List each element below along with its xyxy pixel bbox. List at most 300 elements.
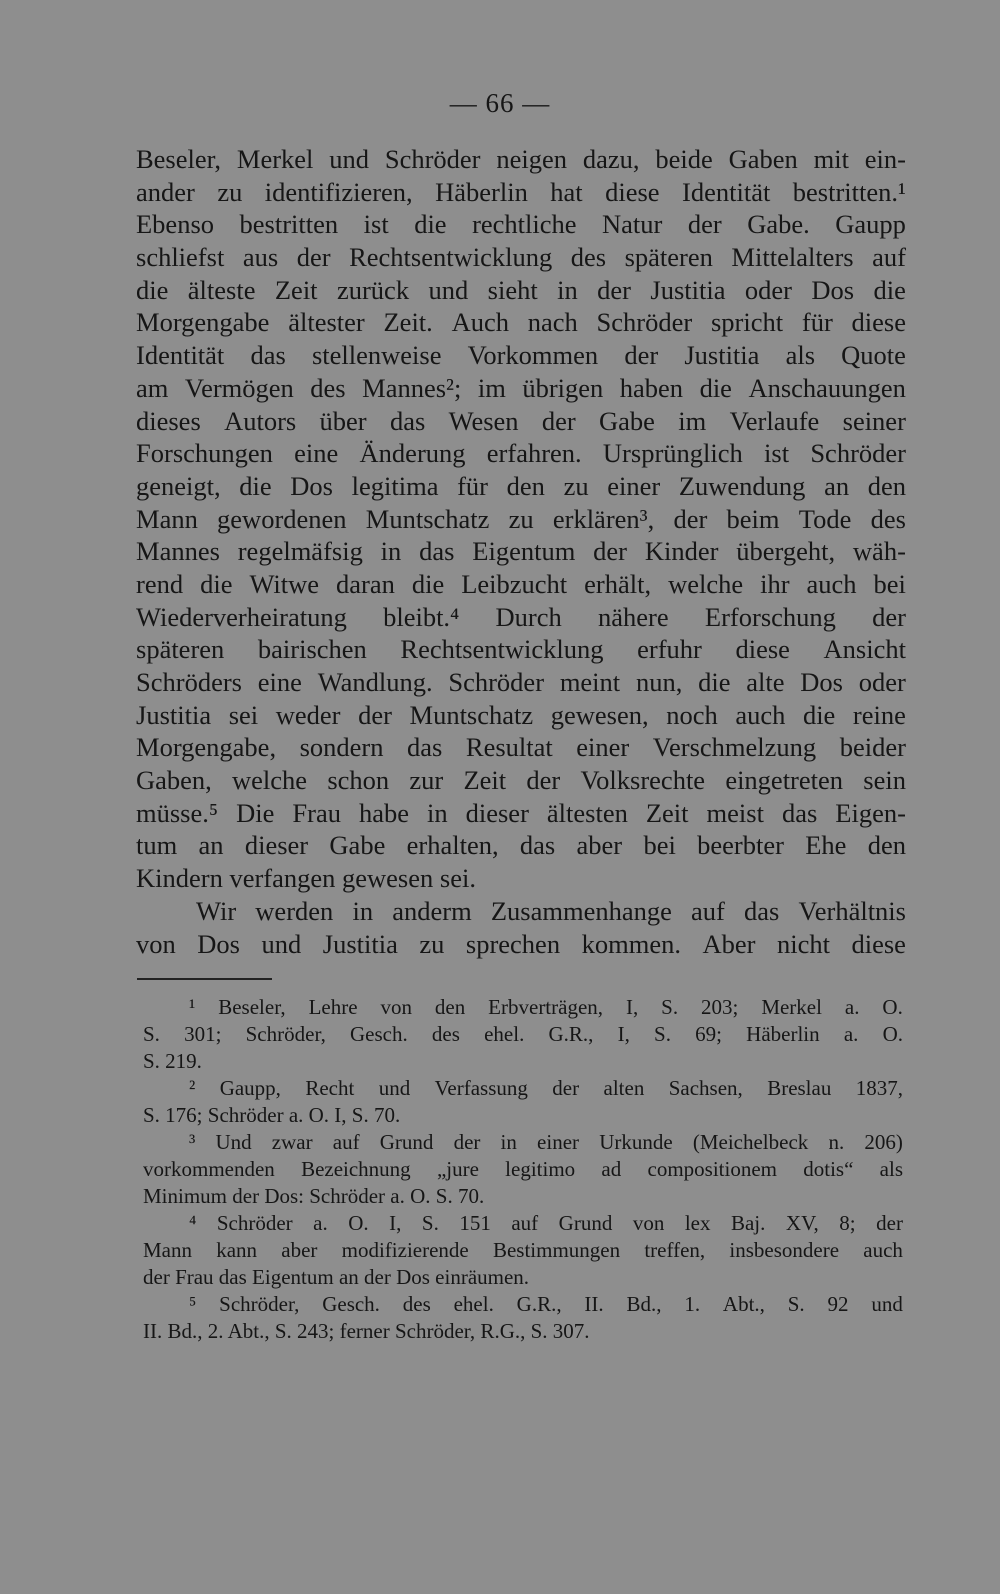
word: in xyxy=(352,895,374,926)
text-line xyxy=(136,928,906,961)
word: Wesen xyxy=(448,405,519,436)
word: des xyxy=(570,242,607,273)
word: Identität xyxy=(682,176,771,207)
word: Beseler, xyxy=(136,144,222,174)
word: G.R., xyxy=(516,1292,562,1316)
word: Bd., xyxy=(626,1292,662,1316)
word: Kinder xyxy=(644,536,719,567)
word: der xyxy=(358,699,392,730)
word: gewesen, xyxy=(550,699,649,730)
word: Baj. xyxy=(730,1211,766,1235)
word: den xyxy=(867,470,906,501)
word: Gabe xyxy=(599,405,655,436)
word: beerbter xyxy=(697,830,784,861)
footnote-line: S. 176; Schröder a. O. I, S. 70. xyxy=(143,1103,401,1127)
word: die xyxy=(200,568,233,599)
word: Verschmelzung xyxy=(652,732,817,763)
word: der xyxy=(876,1211,903,1235)
word: Morgengabe, xyxy=(136,732,277,763)
text-line xyxy=(136,208,906,241)
word: Autors xyxy=(224,405,297,436)
word: XV, xyxy=(785,1211,819,1235)
word: identifizieren, xyxy=(264,176,413,207)
word: seiner xyxy=(842,405,906,436)
word: Gesch. xyxy=(322,1292,380,1316)
word: den xyxy=(434,995,466,1019)
word: vorkommenden xyxy=(143,1157,275,1181)
text-line xyxy=(136,764,906,797)
word: auf xyxy=(511,1211,539,1235)
text-line xyxy=(136,797,906,830)
footnote-line xyxy=(143,1129,903,1156)
word: oder xyxy=(744,274,792,305)
word: Dos xyxy=(290,470,333,501)
word: compositionem xyxy=(647,1157,777,1181)
word: schliefst xyxy=(136,242,225,273)
word: ältesten xyxy=(546,797,628,828)
word: späteren xyxy=(136,634,225,665)
word: Breslau xyxy=(767,1076,832,1100)
word: welche xyxy=(232,765,308,796)
word: Gesch. xyxy=(350,1022,408,1046)
word: spricht xyxy=(710,307,784,338)
word: G.R., xyxy=(548,1022,594,1046)
word: Zeit xyxy=(274,274,318,305)
word: I, xyxy=(389,1211,402,1235)
word: des xyxy=(870,503,906,534)
word: regelmäfsig xyxy=(237,536,363,567)
word: Aber xyxy=(702,928,756,959)
word: Identität xyxy=(136,340,225,371)
word: hat xyxy=(550,176,583,207)
word: auf xyxy=(332,1130,360,1154)
word: Auch xyxy=(451,307,509,338)
word: Beseler, xyxy=(218,995,286,1019)
word: der xyxy=(541,405,576,436)
word: stellenweise xyxy=(311,340,442,371)
body-text xyxy=(136,143,906,960)
word: das xyxy=(781,797,818,828)
word: Gaupp xyxy=(835,209,906,240)
word: Ursprünglich xyxy=(602,438,743,469)
word: und xyxy=(261,928,302,959)
word: alte xyxy=(746,667,785,697)
word: ist xyxy=(363,209,389,240)
word: „jure xyxy=(436,1157,479,1181)
word: 301; xyxy=(184,1022,222,1046)
word: zu xyxy=(419,928,445,959)
word: Ebenso xyxy=(136,209,215,240)
word: Morgengabe xyxy=(136,307,270,338)
word: aus xyxy=(242,242,279,273)
word: übrigen xyxy=(522,372,604,403)
word: 1. xyxy=(684,1292,701,1316)
word: Häberlin xyxy=(435,176,528,207)
word: Rechtsentwicklung xyxy=(400,634,604,665)
word: Volksrechte xyxy=(580,765,706,796)
word: Erbverträgen, xyxy=(488,995,604,1019)
word: sprechen xyxy=(465,928,561,959)
footnote-line xyxy=(143,1210,903,1237)
text-line xyxy=(136,699,906,732)
word: Anschauungen xyxy=(748,372,906,403)
word: Gaben xyxy=(728,144,798,174)
word: 92 xyxy=(827,1292,849,1316)
word: an xyxy=(198,830,224,861)
word: I, xyxy=(625,995,639,1019)
word: anderm xyxy=(392,895,472,926)
page-number: — 66 — xyxy=(449,88,551,118)
word: ⁵ xyxy=(189,1292,197,1316)
word: erfahren. xyxy=(486,438,582,469)
word: O. xyxy=(882,995,903,1019)
word: a. xyxy=(313,1211,328,1235)
word: bei xyxy=(873,568,906,599)
word: Wiederverheiratung xyxy=(136,601,347,632)
word: am xyxy=(136,372,169,403)
word: diese xyxy=(605,176,660,207)
word: Recht xyxy=(305,1076,355,1100)
word: beider xyxy=(839,732,906,763)
word: Schröder xyxy=(384,144,481,174)
word: Ansicht xyxy=(823,634,906,665)
word: S. xyxy=(143,1022,160,1046)
word: weder xyxy=(275,699,341,730)
word: I, xyxy=(617,1022,630,1046)
word: Änderung xyxy=(359,438,466,469)
word: ¹ xyxy=(189,995,196,1019)
word: als xyxy=(785,340,816,371)
word: 1837, xyxy=(855,1076,903,1100)
word: Erforschung xyxy=(704,601,836,632)
word: einer xyxy=(537,1130,580,1154)
word: Verfassung xyxy=(434,1076,528,1100)
word: Schröder, xyxy=(219,1292,300,1316)
word: werden xyxy=(255,895,334,926)
word: S. xyxy=(654,1022,671,1046)
word: der xyxy=(593,536,627,567)
word: Schröder xyxy=(448,667,545,697)
word: ist xyxy=(764,438,790,469)
word: das xyxy=(419,536,455,567)
footnote-line xyxy=(143,1021,903,1048)
word: dieses xyxy=(136,405,201,436)
word: Durch xyxy=(495,601,562,632)
word: O. xyxy=(348,1211,369,1235)
word: 8; xyxy=(839,1211,856,1235)
text-line xyxy=(136,241,906,274)
word: neigen xyxy=(496,144,567,174)
word: wäh- xyxy=(852,536,906,567)
word: aber xyxy=(281,1238,318,1262)
text-line xyxy=(136,176,906,209)
word: der xyxy=(453,1130,481,1154)
word: oder xyxy=(858,667,906,697)
word: Gabe xyxy=(329,830,386,861)
word: Mann xyxy=(143,1238,192,1262)
word: S. xyxy=(787,1292,805,1316)
word: rechtliche xyxy=(472,209,577,240)
word: reine xyxy=(852,699,906,730)
word: ehel. xyxy=(453,1292,494,1316)
word: Muntschatz xyxy=(409,699,534,730)
word: der xyxy=(597,274,631,305)
word: Muntschatz xyxy=(365,503,490,534)
word: eine xyxy=(294,438,339,469)
word: Merkel xyxy=(761,995,822,1019)
word: über xyxy=(319,405,367,436)
word: Resultat xyxy=(465,732,553,763)
word: späteren xyxy=(624,242,713,273)
word: meint xyxy=(559,667,621,697)
footnote-line xyxy=(143,1237,903,1264)
word: der xyxy=(296,242,331,273)
word: daran xyxy=(336,568,395,599)
word: bleibt.⁴ xyxy=(383,601,460,632)
text-line xyxy=(136,568,906,601)
word: zur xyxy=(409,765,444,796)
word: kommen. xyxy=(581,928,681,959)
text-line xyxy=(136,339,906,372)
word: Witwe xyxy=(249,568,320,599)
word: zwar xyxy=(271,1130,313,1154)
word: schon xyxy=(327,765,390,796)
text-line xyxy=(136,731,906,764)
word: nach xyxy=(527,307,578,338)
word: Dos xyxy=(811,274,855,305)
word: Zeit xyxy=(463,765,507,796)
word: Und xyxy=(215,1130,252,1154)
word: Natur xyxy=(602,209,663,240)
word: Bezeichnung xyxy=(301,1157,411,1181)
word: erklären³, xyxy=(552,503,655,534)
word: 69; xyxy=(695,1022,722,1046)
word: bestritten.¹ xyxy=(792,176,906,207)
word: meist xyxy=(706,797,764,828)
word: haben xyxy=(619,372,684,403)
word: lex xyxy=(684,1211,711,1235)
footnote-line: S. 219. xyxy=(143,1049,202,1073)
word: der xyxy=(526,765,561,796)
word: zurück xyxy=(336,274,410,305)
word: beim xyxy=(726,503,780,534)
word: der xyxy=(687,209,722,240)
footnote-line xyxy=(143,1291,903,1318)
word: Ehe xyxy=(805,830,847,861)
word: sei xyxy=(228,699,259,730)
word: bairischen xyxy=(257,634,367,665)
word: 206) xyxy=(864,1130,903,1154)
word: als xyxy=(879,1157,903,1181)
word: des xyxy=(431,1022,460,1046)
word: den xyxy=(867,830,906,861)
word: 203; xyxy=(701,995,739,1019)
text-line xyxy=(136,601,906,634)
word: noch xyxy=(666,699,718,730)
word: in xyxy=(427,797,448,828)
word: ehel. xyxy=(484,1022,525,1046)
word: Grund xyxy=(379,1130,434,1154)
word: Mittelalters xyxy=(731,242,854,273)
word: der xyxy=(872,601,906,632)
word: alten xyxy=(603,1076,645,1100)
word: nun, xyxy=(635,667,683,697)
word: auch xyxy=(806,568,857,599)
word: dieser xyxy=(244,830,309,861)
word: das xyxy=(519,830,556,861)
word: in xyxy=(380,536,402,567)
word: O. xyxy=(882,1022,903,1046)
word: Mann xyxy=(136,503,198,534)
word: von xyxy=(632,1211,665,1235)
word: Justitia xyxy=(650,274,726,305)
word: Zeit xyxy=(645,797,689,828)
word: zu xyxy=(563,470,589,501)
word: auf xyxy=(691,895,725,926)
text-line xyxy=(136,503,906,536)
text-line xyxy=(136,829,906,862)
word: Tode xyxy=(798,503,852,534)
word: eine xyxy=(257,667,302,697)
word: auf xyxy=(872,242,906,273)
footnote-line: der Frau das Eigentum an der Dos einräumen. xyxy=(143,1265,530,1289)
word: tum xyxy=(136,830,178,861)
word: sein xyxy=(863,765,906,796)
word: a. xyxy=(843,1022,859,1046)
word: die xyxy=(411,568,445,599)
word: Schröder xyxy=(810,438,906,469)
word: Justitia xyxy=(684,340,760,371)
word: ein- xyxy=(864,144,906,174)
word: diese xyxy=(851,307,906,338)
word: und xyxy=(378,1076,411,1100)
word: Lehre xyxy=(308,995,358,1019)
word: diese xyxy=(851,928,906,959)
word: ihr xyxy=(760,568,790,599)
word: a. xyxy=(844,995,860,1019)
word: für xyxy=(457,470,489,501)
word: Mannes xyxy=(136,536,220,567)
word: beide xyxy=(655,144,713,174)
word: Justitia xyxy=(322,928,398,959)
word: dotis“ xyxy=(803,1157,854,1181)
word: von xyxy=(380,995,412,1019)
word: nicht xyxy=(776,928,830,959)
word: Verhältnis xyxy=(798,895,906,926)
word: erfuhr xyxy=(637,634,702,665)
word: dieser xyxy=(465,797,529,828)
word: Zeit. xyxy=(383,307,433,338)
word: geneigt, xyxy=(136,470,221,501)
word: in xyxy=(557,274,578,305)
word: nähere xyxy=(598,601,669,632)
word: Vermögen xyxy=(184,372,294,403)
text-line xyxy=(136,470,906,503)
word: Sachsen, xyxy=(668,1076,743,1100)
word: einer xyxy=(607,470,661,501)
word: habe xyxy=(358,797,409,828)
word: gewordenen xyxy=(217,503,347,534)
word: die xyxy=(239,470,272,501)
word: II. xyxy=(584,1292,604,1316)
text-line xyxy=(136,895,906,928)
word: Urkunde xyxy=(599,1130,673,1154)
word: legitimo xyxy=(505,1157,576,1181)
word: die xyxy=(802,699,836,730)
word: Schröders xyxy=(136,667,242,697)
footnote-line: II. Bd., 2. Abt., S. 243; ferner Schröder, R.G., S. 307. xyxy=(143,1319,590,1343)
text-line xyxy=(136,633,906,666)
word: Mannes²; xyxy=(362,372,462,403)
word: Rechtsentwicklung xyxy=(349,242,553,273)
word: bei xyxy=(643,830,676,861)
text-line xyxy=(136,306,906,339)
word: Leibzucht xyxy=(461,568,568,599)
word: (Meichelbeck xyxy=(692,1130,809,1154)
word: Merkel xyxy=(236,144,314,174)
text-line xyxy=(136,274,906,307)
word: übergeht, xyxy=(736,536,836,567)
word: Gaben, xyxy=(136,765,212,796)
word: Häberlin xyxy=(746,1022,820,1046)
word: Zusammenhange xyxy=(490,895,672,926)
word: Abt., xyxy=(722,1292,765,1316)
word: welche xyxy=(668,568,744,599)
word: Bestimmungen xyxy=(492,1238,621,1262)
word: Dos xyxy=(800,667,843,697)
text-line xyxy=(136,535,906,568)
word: der xyxy=(673,503,708,534)
word: das xyxy=(250,340,286,371)
word: von xyxy=(136,928,176,959)
word: Frau xyxy=(292,797,341,828)
word: insbesondere xyxy=(729,1238,840,1262)
word: kann xyxy=(216,1238,258,1262)
word: Verlaufe xyxy=(729,405,820,436)
word: Eigentum xyxy=(472,536,576,567)
word: Zuwendung xyxy=(678,470,806,501)
word: an xyxy=(824,470,850,501)
word: ander xyxy=(136,176,195,207)
word: Dos xyxy=(197,928,240,959)
word: sieht xyxy=(487,274,538,305)
word: das xyxy=(389,405,426,436)
word: in xyxy=(500,1130,517,1154)
word: älteste xyxy=(187,274,256,305)
word: im xyxy=(678,405,707,436)
word: Forschungen xyxy=(136,438,273,469)
word: Schröder xyxy=(596,307,693,338)
word: einer xyxy=(576,732,630,763)
word: das xyxy=(407,732,443,763)
word: ⁴ xyxy=(189,1211,197,1235)
word: ³ xyxy=(189,1130,196,1154)
word: ältester xyxy=(288,307,365,338)
footnote-line: Minimum der Dos: Schröder a. O. S. 70. xyxy=(143,1184,485,1208)
word: Schröder xyxy=(216,1211,293,1235)
word: des xyxy=(402,1292,431,1316)
word: das xyxy=(744,895,780,926)
text-line: Kindern verfangen gewesen sei. xyxy=(136,863,476,894)
word: müsse.⁵ xyxy=(136,797,219,828)
word: die xyxy=(136,274,169,305)
word: sondern xyxy=(299,732,384,763)
word: auch xyxy=(863,1238,903,1262)
word: Eigen- xyxy=(835,797,906,828)
text-line xyxy=(136,405,906,438)
word: S. xyxy=(661,995,679,1019)
word: ² xyxy=(189,1076,196,1100)
